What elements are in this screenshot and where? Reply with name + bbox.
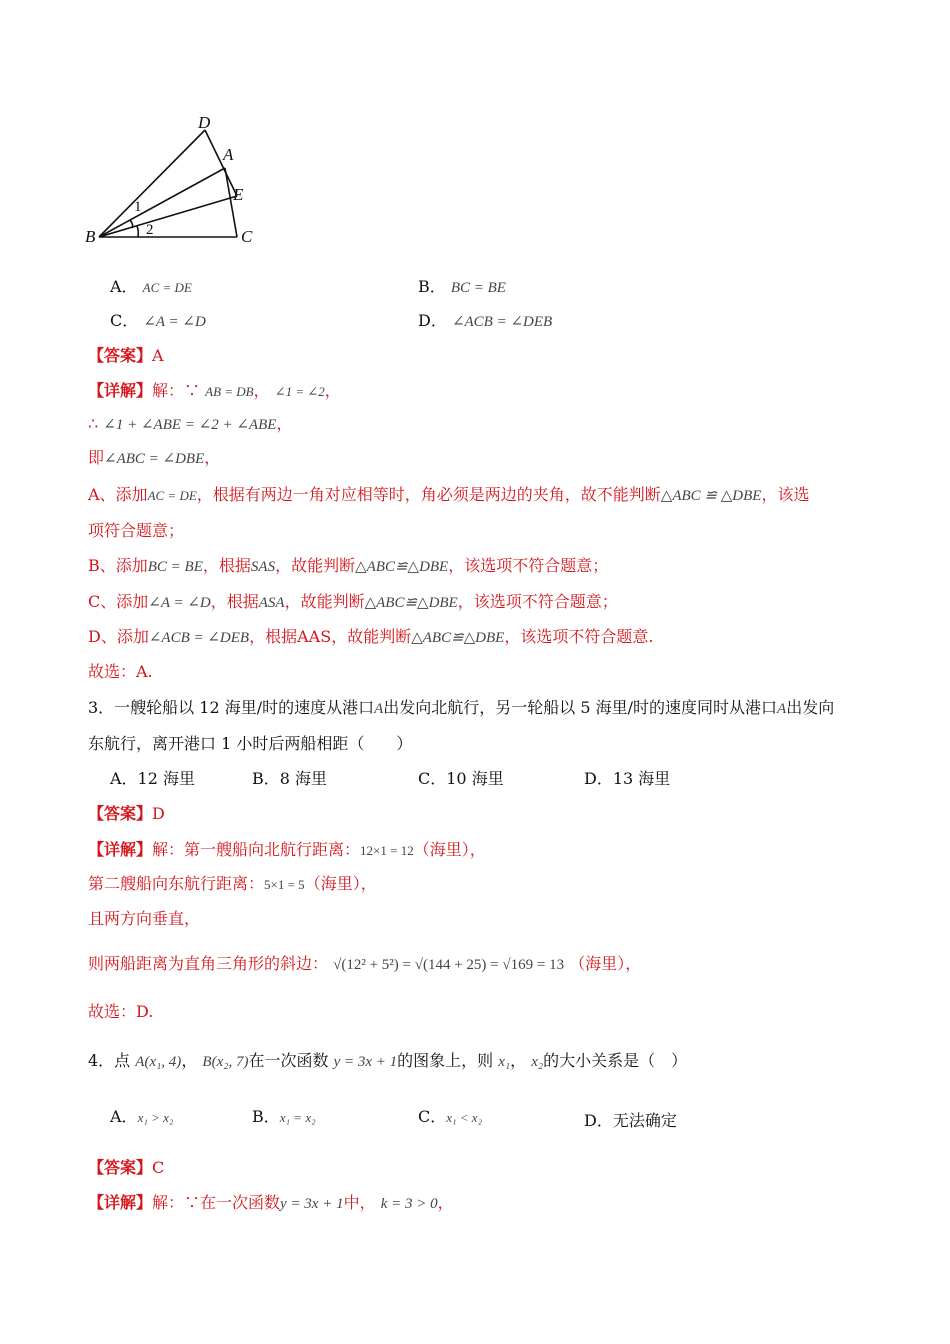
math: x₁ [498, 1054, 511, 1070]
answer-value: D [152, 804, 165, 823]
label-angle-1: 1 [134, 199, 142, 215]
text: ， [437, 1193, 454, 1212]
angle-arc-2 [137, 226, 138, 237]
text: 3．一艘轮船以 12 海里/时的速度从港口 [88, 698, 375, 717]
text: 故选：A. [88, 662, 153, 681]
text: ，根据 [202, 556, 251, 575]
text: 在一次函数 [248, 1051, 329, 1070]
text: （海里）， [304, 874, 377, 893]
label-E: E [233, 185, 244, 204]
label-A: A [223, 145, 234, 164]
q4-detail-line-1 [88, 1192, 454, 1215]
option-math: ∠ACB = ∠DEB [451, 314, 553, 330]
q4-option-c [418, 1106, 482, 1129]
detail-tag: 【详解】 [88, 381, 153, 400]
triangle-figure [80, 108, 280, 248]
text: ， [204, 448, 221, 467]
q4-option-a [110, 1106, 173, 1129]
math: △ABC ≌ △DBE [660, 488, 762, 504]
option-letter: D． [418, 311, 447, 330]
option-letter: C． [110, 311, 139, 330]
q4-option-b [252, 1106, 316, 1129]
q3-option-a [110, 768, 195, 790]
math: A [374, 701, 384, 717]
option-text: 无法确定 [612, 1111, 677, 1130]
text: 中， [343, 1193, 376, 1212]
answer-value: C [152, 1158, 165, 1177]
answer-tag: 【答案】 [88, 1158, 153, 1177]
text: B．8 海里 [252, 769, 328, 788]
text: D、添加 [88, 627, 149, 646]
option-math: x₁ < x₂ [446, 1110, 483, 1125]
math: SAS [250, 559, 276, 575]
option-math: ∠A = ∠D [143, 314, 206, 330]
q3-option-d [584, 768, 670, 790]
text: 故选：D. [88, 1002, 154, 1021]
text: 解：第一艘船向北航行距离： [152, 840, 361, 859]
text: ， [253, 381, 270, 400]
math: y = 3x + 1 [280, 1196, 344, 1212]
label-angle-2: 2 [146, 222, 154, 238]
text: C、添加 [88, 592, 149, 611]
text: （海里）， [413, 840, 486, 859]
text: 解：∵在一次函数 [152, 1193, 281, 1212]
option-letter: A． [110, 1107, 138, 1126]
text: C．10 海里 [418, 769, 504, 788]
text: ， [276, 414, 293, 433]
math: ∠A = ∠D [148, 595, 211, 611]
detail-tag: 【详解】 [88, 1193, 153, 1212]
math: △ABC≌△DBE [355, 559, 449, 575]
text: 第二艘船向东航行距离： [88, 874, 265, 893]
text: ，根据 [249, 627, 298, 646]
text: 即 [88, 448, 105, 467]
q2-option-b [418, 276, 506, 299]
math: △ABC≌△DBE [364, 595, 458, 611]
math: y = 3x + 1 [333, 1054, 398, 1070]
q4-answer [88, 1157, 164, 1179]
detail-tag: 【详解】 [88, 840, 153, 859]
text: （海里）， [569, 954, 642, 973]
q3-option-b [252, 768, 327, 790]
q2-option-d-analysis [88, 626, 653, 649]
text: ，该选 [761, 485, 810, 504]
text: ，该选项不符合题意. [504, 627, 654, 646]
q2-choose [88, 661, 153, 683]
q2-detail-line-2 [88, 413, 292, 436]
option-math: AC = DE [142, 280, 192, 295]
q3-detail-line-2 [88, 873, 377, 896]
option-math: x₁ > x₂ [137, 1110, 174, 1125]
text: 解：∵ [152, 381, 201, 400]
text: ， [510, 1051, 527, 1070]
math: AB = DB [205, 384, 254, 399]
math: 5×1 = 5 [264, 877, 305, 892]
text: 出发向北航行，另一轮船以 5 海里/时的速度同时从港口 [383, 698, 778, 717]
answer-value: A [152, 346, 164, 365]
q3-choose [88, 1001, 153, 1023]
q2-option-a-analysis-cont [88, 520, 184, 542]
option-math: BC = BE [450, 280, 506, 296]
text: ， [181, 1051, 198, 1070]
q3-answer [88, 803, 165, 825]
text: B、添加 [88, 556, 148, 575]
option-letter: B． [418, 277, 446, 296]
q3-detail-line-4 [88, 953, 641, 976]
text: ，故能判断 [284, 592, 365, 611]
option-letter: D． [584, 1111, 613, 1130]
q2-option-b-analysis [88, 555, 608, 578]
label-C: C [241, 227, 253, 246]
text: ，故能判断 [275, 556, 356, 575]
answer-tag: 【答案】 [88, 804, 153, 823]
label-B: B [85, 227, 96, 246]
answer-tag: 【答案】 [88, 346, 153, 365]
q3-stem-line-1 [88, 697, 834, 720]
text: A、添加 [88, 485, 148, 504]
text: 则两船距离为直角三角形的斜边： [88, 954, 329, 973]
text: ，根据 [210, 592, 259, 611]
math: ∠1 = ∠2 [274, 384, 325, 399]
option-letter: B． [252, 1107, 280, 1126]
q2-option-c [110, 310, 206, 333]
q4-stem [88, 1050, 687, 1073]
math: k = 3 > 0 [380, 1196, 438, 1212]
text: AAS [297, 627, 332, 646]
q2-detail-line-3 [88, 447, 220, 470]
option-letter: C． [418, 1107, 447, 1126]
math: √(12² + 5²) = √(144 + 25) = √169 = 13 [333, 957, 565, 973]
q2-detail-line-1 [88, 380, 341, 403]
text: ，根据有两边一角对应相等时，角必须是两边的夹角，故不能判断 [196, 485, 661, 504]
text: ，该选项不符合题意； [448, 556, 609, 575]
text: 4．点 [88, 1051, 131, 1070]
math: B(x₂, 7) [202, 1054, 249, 1070]
math: ASA [258, 595, 285, 611]
q2-answer [88, 345, 164, 367]
q3-stem-line-2 [88, 733, 412, 755]
text: ，该选项不符合题意； [457, 592, 618, 611]
option-letter: A． [110, 277, 138, 296]
q3-option-c [418, 768, 504, 790]
text: D．13 海里 [584, 769, 671, 788]
math: BC = BE [147, 559, 203, 575]
math: A [777, 701, 787, 717]
math: ∠ACB = ∠DEB [148, 630, 250, 646]
math: 12×1 = 12 [360, 843, 414, 858]
q2-option-d [418, 310, 552, 333]
text: 的大小关系是（ ） [543, 1051, 688, 1070]
text: 的图象上，则 [397, 1051, 494, 1070]
text: 且两方向垂直， [88, 909, 201, 928]
math: AC = DE [147, 488, 197, 503]
therefore-symbol: ∴ [88, 414, 99, 433]
text: ， [324, 381, 341, 400]
math: ∠ABC = ∠DBE [104, 451, 205, 467]
math: ∠1 + ∠ABE = ∠2 + ∠ABE [103, 417, 277, 433]
text: 出发向 [786, 698, 835, 717]
q4-option-d [584, 1110, 677, 1132]
q2-option-a-analysis [88, 484, 809, 507]
q2-option-a [110, 276, 192, 299]
text: 项符合题意； [88, 521, 185, 540]
q3-detail-line-3 [88, 908, 200, 930]
text: A．12 海里 [110, 769, 196, 788]
text: ，故能判断 [331, 627, 412, 646]
text: 东航行，离开港口 1 小时后两船相距（ ） [88, 734, 413, 753]
math: A(x₁, 4) [135, 1054, 182, 1070]
q3-detail-line-1 [88, 839, 486, 862]
segment-BA [99, 168, 225, 237]
q2-option-c-analysis [88, 591, 618, 614]
option-math: x₁ = x₂ [279, 1110, 316, 1125]
label-D: D [198, 113, 211, 132]
math: x₂ [531, 1054, 544, 1070]
math: △ABC≌△DBE [411, 630, 505, 646]
